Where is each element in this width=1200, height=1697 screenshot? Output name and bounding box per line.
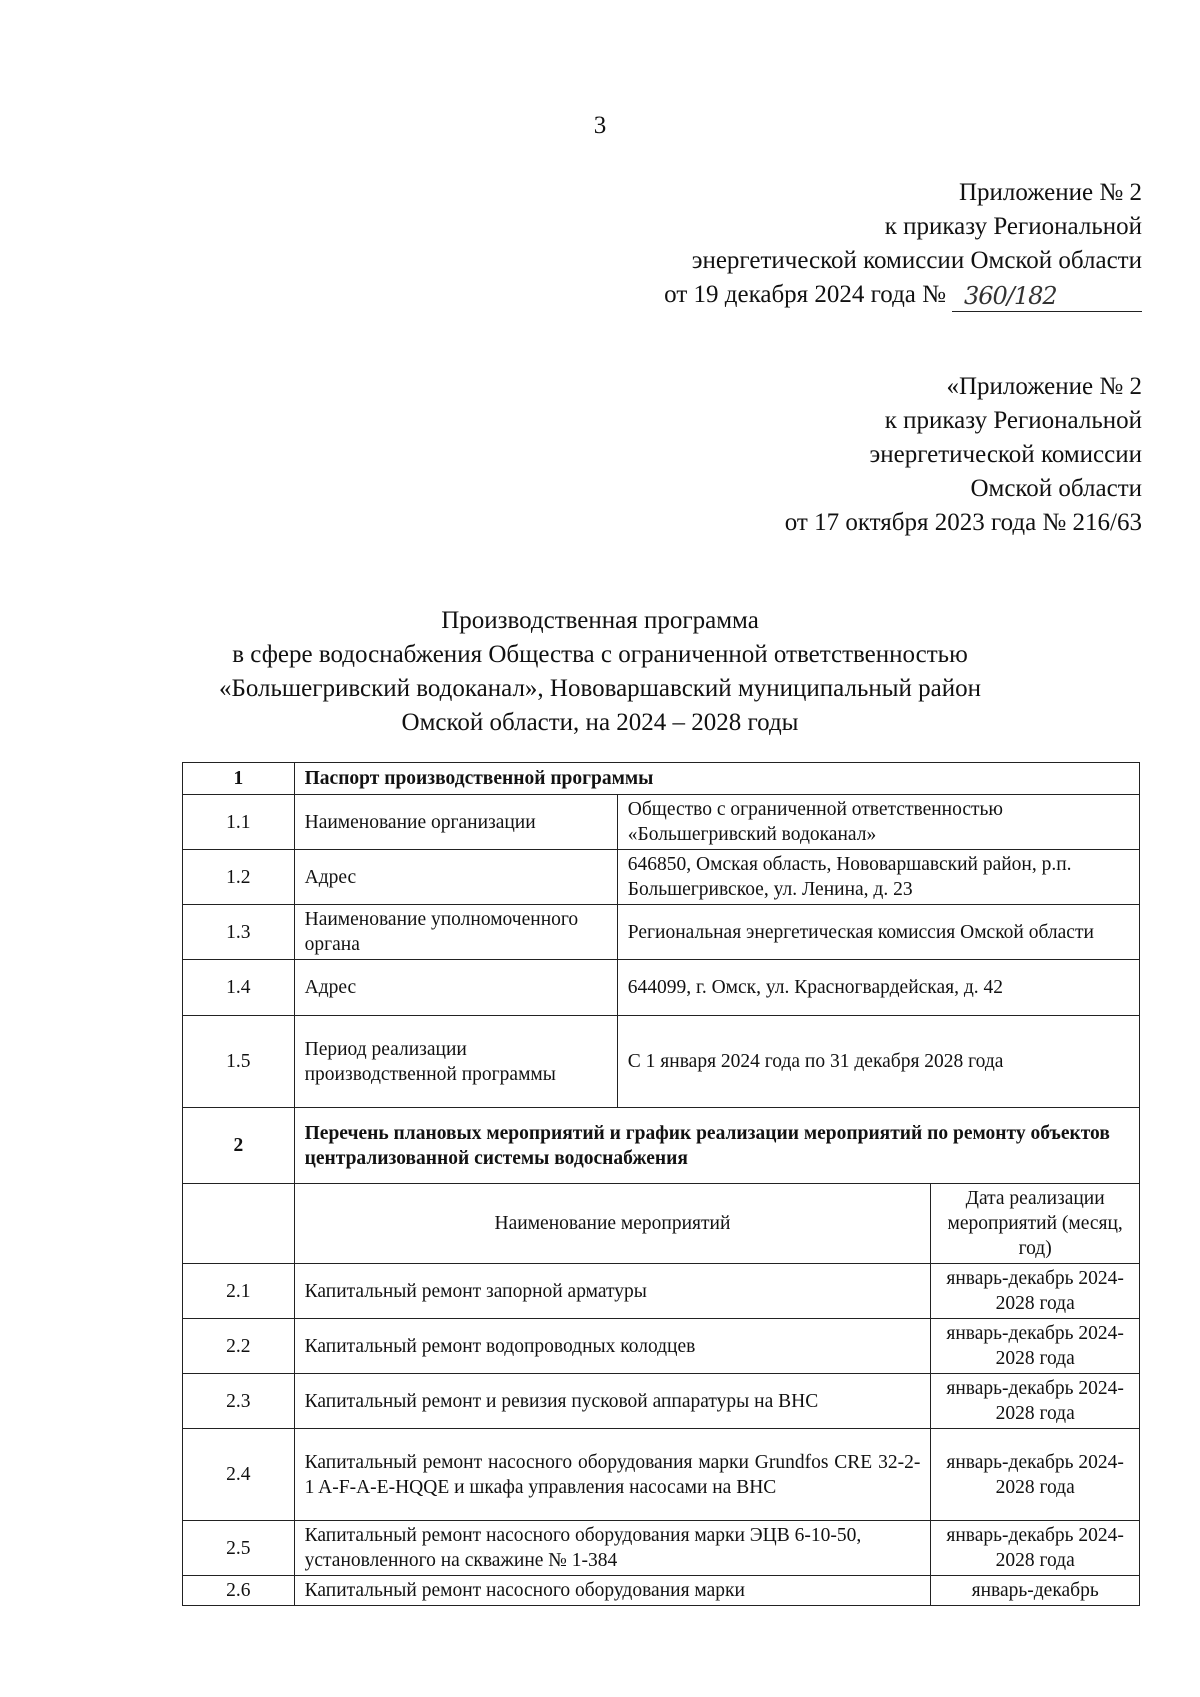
row-number: 1.2: [183, 850, 295, 905]
activity-name: Капитальный ремонт запорной арматуры: [294, 1264, 931, 1319]
activity-date: январь-декабрь 2024-2028 года: [931, 1319, 1140, 1374]
appendix-amending-order-header: [664, 176, 1142, 312]
activity-date: январь-декабрь 2024-2028 года: [931, 1521, 1140, 1576]
page-number: 3: [593, 112, 607, 139]
table-row: [183, 850, 1140, 905]
header-implementation-date: Дата реализации мероприятий (месяц, год): [931, 1184, 1140, 1264]
activity-name: Капитальный ремонт насосного оборудования марки: [294, 1576, 931, 1606]
order-number-blank: [952, 281, 1142, 312]
title-line: «Большегривский водоканал», Нововаршавский муниципальный район: [218, 675, 982, 702]
row-value: 646850, Омская область, Нововаршавский район, р.п. Большегривское, ул. Ленина, д. 23: [617, 850, 1139, 905]
row-number: 2.5: [183, 1521, 295, 1576]
table-row: [183, 1016, 1140, 1108]
appendix-line: энергетической комиссии Омской области: [691, 247, 1142, 274]
activity-name: Капитальный ремонт водопроводных колодцев: [294, 1319, 931, 1374]
appendix-original-order-header: [785, 370, 1142, 540]
appendix-line: «Приложение № 2: [946, 373, 1142, 400]
row-label: Период реализации производственной программы: [294, 1016, 617, 1108]
activity-date: январь-декабрь 2024-2028 года: [931, 1429, 1140, 1521]
row-number: 1.3: [183, 905, 295, 960]
appendix-line: Приложение № 2: [958, 179, 1142, 206]
document-title: [0, 604, 1200, 740]
activity-date: январь-декабрь 2024-2028 года: [931, 1264, 1140, 1319]
table-row: [183, 1264, 1140, 1319]
row-number: 2.4: [183, 1429, 295, 1521]
title-line: в сфере водоснабжения Общества с ограниченной ответственностью: [232, 641, 968, 668]
appendix-line: к приказу Региональной: [884, 213, 1142, 240]
section-title: Перечень плановых мероприятий и график реализации мероприятий по ремонту объектов централизованной системы водоснабжения: [294, 1108, 1139, 1184]
table-row: [183, 1319, 1140, 1374]
row-number: 2.2: [183, 1319, 295, 1374]
handwritten-order-number: 360/182: [964, 282, 1057, 310]
section-number: 1: [183, 763, 295, 795]
row-number: 1.1: [183, 795, 295, 850]
table-row: [183, 960, 1140, 1016]
activity-name: Капитальный ремонт и ревизия пусковой аппаратуры на ВНС: [294, 1374, 931, 1429]
table-row: [183, 1374, 1140, 1429]
row-label: Адрес: [294, 960, 617, 1016]
table-row: [183, 1521, 1140, 1576]
section-title: Паспорт производственной программы: [294, 763, 1139, 795]
activity-name: Капитальный ремонт насосного оборудования марки ЭЦВ 6-10-50, установленного на скважине № 1-384: [294, 1521, 931, 1576]
row-number: 1.5: [183, 1016, 295, 1108]
table-row: [183, 795, 1140, 850]
row-label: Наименование уполномоченного органа: [294, 905, 617, 960]
appendix-line: от 17 октября 2023 года № 216/63: [784, 509, 1142, 536]
activity-date: январь-декабрь: [931, 1576, 1140, 1606]
row-value: 644099, г. Омск, ул. Красногвардейская, д. 42: [617, 960, 1139, 1016]
activity-name: Капитальный ремонт насосного оборудования марки Grundfos CRE 32-2-1 A-F-A-E-HQQE и шкафа управления насосами на ВНС: [294, 1429, 931, 1521]
row-value: Общество с ограниченной ответственностью «Большегривский водоканал»: [617, 795, 1139, 850]
table-header-row: [183, 1184, 1140, 1264]
section-row: [183, 763, 1140, 795]
order-date-line: [664, 278, 1142, 312]
appendix-line: Омской области: [970, 475, 1142, 502]
title-line: Производственная программа: [441, 607, 759, 634]
row-value: С 1 января 2024 года по 31 декабря 2028 года: [617, 1016, 1139, 1108]
activity-date: январь-декабрь 2024-2028 года: [931, 1374, 1140, 1429]
appendix-line: к приказу Региональной: [884, 407, 1142, 434]
row-number: 2.6: [183, 1576, 295, 1606]
table-row: [183, 1429, 1140, 1521]
header-empty-cell: [183, 1184, 295, 1264]
title-line: Омской области, на 2024 – 2028 годы: [401, 709, 799, 736]
table-row: [183, 1576, 1140, 1606]
row-value: Региональная энергетическая комиссия Омской области: [617, 905, 1139, 960]
order-date-prefix: от 19 декабря 2024 года №: [664, 281, 946, 308]
section-number: 2: [183, 1108, 295, 1184]
row-number: 1.4: [183, 960, 295, 1016]
section-row: [183, 1108, 1140, 1184]
header-activity-name: Наименование мероприятий: [294, 1184, 931, 1264]
appendix-line: энергетической комиссии: [869, 441, 1142, 468]
table-row: [183, 905, 1140, 960]
row-label: Наименование организации: [294, 795, 617, 850]
row-number: 2.1: [183, 1264, 295, 1319]
row-label: Адрес: [294, 850, 617, 905]
row-number: 2.3: [183, 1374, 295, 1429]
production-program-table: [182, 762, 1140, 1606]
